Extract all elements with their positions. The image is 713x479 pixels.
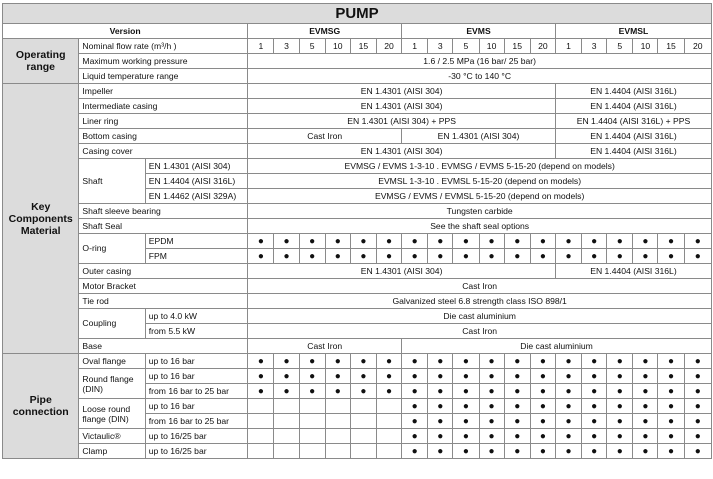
available-dot: ● [555, 249, 581, 264]
o-ring-label: O-ring [79, 234, 145, 264]
available-dot: ● [248, 249, 274, 264]
empty-cell [376, 399, 401, 414]
available-dot: ● [350, 354, 376, 369]
flow-value-cell: 10 [325, 39, 350, 54]
available-dot: ● [633, 444, 658, 459]
flow-value-cell: 3 [582, 39, 607, 54]
available-dot: ● [658, 399, 684, 414]
available-dot: ● [479, 444, 504, 459]
victaulic-label: Victaulic® [79, 429, 145, 444]
liner-material-b: EN 1.4404 (AISI 316L) + PPS [555, 114, 711, 129]
flow-value-cell: 10 [633, 39, 658, 54]
outer-material-b: EN 1.4404 (AISI 316L) [555, 264, 711, 279]
available-dot: ● [530, 369, 555, 384]
available-dot: ● [428, 249, 453, 264]
available-dot: ● [274, 234, 299, 249]
shaft-material-2: EN 1.4404 (AISI 316L) [145, 174, 248, 189]
flow-value-cell: 20 [376, 39, 401, 54]
available-dot: ● [582, 399, 607, 414]
base-material-a: Cast Iron [248, 339, 402, 354]
available-dot: ● [555, 384, 581, 399]
tie-rod-value: Galvanized steel 6.8 strength class ISO 898/1 [248, 294, 712, 309]
shaft-seal-value: See the shaft seal options [248, 219, 712, 234]
available-dot: ● [504, 369, 530, 384]
available-dot: ● [555, 234, 581, 249]
available-dot: ● [684, 444, 711, 459]
available-dot: ● [530, 444, 555, 459]
oval-flange-label: Oval flange [79, 354, 145, 369]
flow-label: Nominal flow rate (m³/h ) [79, 39, 248, 54]
available-dot: ● [582, 354, 607, 369]
available-dot: ● [350, 369, 376, 384]
available-dot: ● [530, 234, 555, 249]
available-dot: ● [658, 444, 684, 459]
available-dot: ● [658, 249, 684, 264]
intermediate-casing-label: Intermediate casing [79, 99, 248, 114]
empty-cell [350, 444, 376, 459]
round-flange-label: Round flange (DIN) [79, 369, 145, 399]
evmsg-header: EVMSG [248, 24, 402, 39]
available-dot: ● [658, 354, 684, 369]
available-dot: ● [504, 234, 530, 249]
empty-cell [248, 429, 274, 444]
available-dot: ● [479, 249, 504, 264]
available-dot: ● [607, 234, 633, 249]
available-dot: ● [453, 444, 479, 459]
empty-cell [376, 429, 401, 444]
available-dot: ● [479, 414, 504, 429]
available-dot: ● [684, 384, 711, 399]
available-dot: ● [555, 369, 581, 384]
available-dot: ● [428, 354, 453, 369]
empty-cell [325, 414, 350, 429]
available-dot: ● [402, 354, 428, 369]
flow-value-cell: 1 [402, 39, 428, 54]
available-dot: ● [299, 369, 325, 384]
available-dot: ● [555, 444, 581, 459]
available-dot: ● [633, 429, 658, 444]
coupling-value-2: Cast Iron [248, 324, 712, 339]
available-dot: ● [274, 354, 299, 369]
available-dot: ● [684, 414, 711, 429]
available-dot: ● [402, 429, 428, 444]
available-dot: ● [428, 429, 453, 444]
available-dot: ● [530, 414, 555, 429]
available-dot: ● [530, 384, 555, 399]
flow-value-cell: 10 [479, 39, 504, 54]
available-dot: ● [530, 249, 555, 264]
shaft-material-1: EN 1.4301 (AISI 304) [145, 159, 248, 174]
coupling-range-1: up to 4.0 kW [145, 309, 248, 324]
shaft-seal-label: Shaft Seal [79, 219, 248, 234]
flow-value-cell: 3 [428, 39, 453, 54]
available-dot: ● [607, 354, 633, 369]
available-dot: ● [350, 234, 376, 249]
motor-bracket-value: Cast Iron [248, 279, 712, 294]
outer-casing-label: Outer casing [79, 264, 248, 279]
empty-cell [325, 399, 350, 414]
evmsl-header: EVMSL [555, 24, 711, 39]
empty-cell [376, 414, 401, 429]
available-dot: ● [582, 384, 607, 399]
available-dot: ● [325, 249, 350, 264]
available-dot: ● [658, 414, 684, 429]
flow-value-cell: 1 [248, 39, 274, 54]
victaulic-range: up to 16/25 bar [145, 429, 248, 444]
available-dot: ● [633, 414, 658, 429]
round-flange-range-2: from 16 bar to 25 bar [145, 384, 248, 399]
available-dot: ● [607, 444, 633, 459]
loose-flange-label: Loose round flange (DIN) [79, 399, 145, 429]
available-dot: ● [325, 354, 350, 369]
available-dot: ● [453, 354, 479, 369]
available-dot: ● [607, 429, 633, 444]
flow-value-cell: 5 [299, 39, 325, 54]
empty-cell [299, 429, 325, 444]
available-dot: ● [582, 369, 607, 384]
available-dot: ● [555, 399, 581, 414]
available-dot: ● [582, 414, 607, 429]
available-dot: ● [299, 354, 325, 369]
coupling-label: Coupling [79, 309, 145, 339]
available-dot: ● [530, 399, 555, 414]
available-dot: ● [376, 369, 401, 384]
outer-material-a: EN 1.4301 (AISI 304) [248, 264, 556, 279]
empty-cell [350, 414, 376, 429]
round-flange-range-1: up to 16 bar [145, 369, 248, 384]
available-dot: ● [633, 369, 658, 384]
available-dot: ● [504, 444, 530, 459]
impeller-material-a: EN 1.4301 (AISI 304) [248, 84, 556, 99]
available-dot: ● [428, 384, 453, 399]
available-dot: ● [633, 249, 658, 264]
empty-cell [350, 399, 376, 414]
available-dot: ● [555, 354, 581, 369]
clamp-label: Clamp [79, 444, 145, 459]
available-dot: ● [555, 414, 581, 429]
available-dot: ● [582, 249, 607, 264]
available-dot: ● [633, 384, 658, 399]
available-dot: ● [684, 429, 711, 444]
evms-header: EVMS [402, 24, 556, 39]
empty-cell [274, 399, 299, 414]
empty-cell [299, 414, 325, 429]
available-dot: ● [633, 354, 658, 369]
available-dot: ● [274, 369, 299, 384]
available-dot: ● [428, 414, 453, 429]
flow-value-cell: 1 [555, 39, 581, 54]
empty-cell [248, 444, 274, 459]
available-dot: ● [453, 384, 479, 399]
available-dot: ● [453, 399, 479, 414]
cover-material-a: EN 1.4301 (AISI 304) [248, 144, 556, 159]
available-dot: ● [274, 249, 299, 264]
group-pipe-connection: Pipe connection [3, 354, 79, 459]
available-dot: ● [248, 354, 274, 369]
available-dot: ● [504, 399, 530, 414]
empty-cell [248, 414, 274, 429]
available-dot: ● [479, 354, 504, 369]
available-dot: ● [684, 249, 711, 264]
available-dot: ● [684, 399, 711, 414]
available-dot: ● [299, 234, 325, 249]
available-dot: ● [325, 369, 350, 384]
available-dot: ● [453, 234, 479, 249]
shaft-value-3: EVMSG / EVMS / EVMSL 5-15-20 (depend on models) [248, 189, 712, 204]
available-dot: ● [504, 384, 530, 399]
liner-ring-label: Liner ring [79, 114, 248, 129]
empty-cell [325, 444, 350, 459]
available-dot: ● [479, 399, 504, 414]
shaft-value-1: EVMSG / EVMS 1-3-10 . EVMSG / EVMS 5-15-20 (depend on models) [248, 159, 712, 174]
available-dot: ● [479, 384, 504, 399]
available-dot: ● [479, 234, 504, 249]
available-dot: ● [658, 384, 684, 399]
available-dot: ● [376, 234, 401, 249]
available-dot: ● [428, 369, 453, 384]
table-title: PUMP [3, 4, 712, 24]
loose-flange-range-1: up to 16 bar [145, 399, 248, 414]
empty-cell [274, 444, 299, 459]
intermediate-material-b: EN 1.4404 (AISI 316L) [555, 99, 711, 114]
loose-flange-range-2: from 16 bar to 25 bar [145, 414, 248, 429]
shaft-material-3: EN 1.4462 (AISI 329A) [145, 189, 248, 204]
empty-cell [350, 429, 376, 444]
available-dot: ● [607, 414, 633, 429]
available-dot: ● [248, 384, 274, 399]
bottom-material-a: Cast Iron [248, 129, 402, 144]
bottom-material-b: EN 1.4301 (AISI 304) [402, 129, 556, 144]
available-dot: ● [453, 369, 479, 384]
cover-material-b: EN 1.4404 (AISI 316L) [555, 144, 711, 159]
flow-value-cell: 20 [530, 39, 555, 54]
available-dot: ● [453, 429, 479, 444]
available-dot: ● [582, 444, 607, 459]
flow-value-cell: 20 [684, 39, 711, 54]
empty-cell [325, 429, 350, 444]
flow-value-cell: 15 [658, 39, 684, 54]
available-dot: ● [325, 234, 350, 249]
group-operating-range: Operating range [3, 39, 79, 84]
temperature-label: Liquid temperature range [79, 69, 248, 84]
available-dot: ● [402, 384, 428, 399]
available-dot: ● [479, 429, 504, 444]
motor-bracket-label: Motor Bracket [79, 279, 248, 294]
available-dot: ● [402, 369, 428, 384]
bottom-material-c: EN 1.4404 (AISI 316L) [555, 129, 711, 144]
clamp-range: up to 16/25 bar [145, 444, 248, 459]
available-dot: ● [350, 384, 376, 399]
available-dot: ● [274, 384, 299, 399]
available-dot: ● [504, 249, 530, 264]
flow-value-cell: 5 [607, 39, 633, 54]
shaft-value-2: EVMSL 1-3-10 . EVMSL 5-15-20 (depend on models) [248, 174, 712, 189]
available-dot: ● [582, 429, 607, 444]
impeller-label: Impeller [79, 84, 248, 99]
group-key-components: Key Components Material [3, 84, 79, 354]
available-dot: ● [402, 414, 428, 429]
flow-value-cell: 3 [274, 39, 299, 54]
pressure-value: 1.6 / 2.5 MPa (16 bar/ 25 bar) [248, 54, 712, 69]
flow-value-cell: 15 [504, 39, 530, 54]
oval-flange-range: up to 16 bar [145, 354, 248, 369]
available-dot: ● [376, 354, 401, 369]
available-dot: ● [248, 234, 274, 249]
empty-cell [274, 429, 299, 444]
coupling-range-2: from 5.5 kW [145, 324, 248, 339]
available-dot: ● [504, 354, 530, 369]
available-dot: ● [299, 249, 325, 264]
temperature-value: -30 °C to 140 °C [248, 69, 712, 84]
available-dot: ● [607, 399, 633, 414]
base-material-b: Die cast aluminium [402, 339, 712, 354]
available-dot: ● [325, 384, 350, 399]
available-dot: ● [633, 234, 658, 249]
version-header: Version [3, 24, 248, 39]
o-ring-fpm-label: FPM [145, 249, 248, 264]
available-dot: ● [555, 429, 581, 444]
shaft-sleeve-label: Shaft sleeve bearing [79, 204, 248, 219]
empty-cell [299, 399, 325, 414]
available-dot: ● [633, 399, 658, 414]
shaft-sleeve-value: Tungsten carbide [248, 204, 712, 219]
available-dot: ● [376, 249, 401, 264]
empty-cell [274, 414, 299, 429]
available-dot: ● [428, 444, 453, 459]
available-dot: ● [479, 369, 504, 384]
available-dot: ● [248, 369, 274, 384]
pump-spec-table [2, 3, 712, 459]
available-dot: ● [684, 369, 711, 384]
bottom-casing-label: Bottom casing [79, 129, 248, 144]
tie-rod-label: Tie rod [79, 294, 248, 309]
available-dot: ● [504, 414, 530, 429]
available-dot: ● [402, 444, 428, 459]
available-dot: ● [658, 234, 684, 249]
available-dot: ● [530, 429, 555, 444]
intermediate-material-a: EN 1.4301 (AISI 304) [248, 99, 556, 114]
available-dot: ● [453, 249, 479, 264]
available-dot: ● [607, 384, 633, 399]
available-dot: ● [658, 429, 684, 444]
available-dot: ● [376, 384, 401, 399]
available-dot: ● [658, 369, 684, 384]
available-dot: ● [402, 234, 428, 249]
available-dot: ● [607, 369, 633, 384]
o-ring-epdm-label: EPDM [145, 234, 248, 249]
liner-material-a: EN 1.4301 (AISI 304) + PPS [248, 114, 556, 129]
available-dot: ● [582, 234, 607, 249]
base-label: Base [79, 339, 248, 354]
flow-value-cell: 15 [350, 39, 376, 54]
empty-cell [376, 444, 401, 459]
available-dot: ● [350, 249, 376, 264]
empty-cell [299, 444, 325, 459]
available-dot: ● [402, 249, 428, 264]
available-dot: ● [428, 234, 453, 249]
casing-cover-label: Casing cover [79, 144, 248, 159]
impeller-material-b: EN 1.4404 (AISI 316L) [555, 84, 711, 99]
available-dot: ● [530, 354, 555, 369]
available-dot: ● [299, 384, 325, 399]
coupling-value-1: Die cast aluminium [248, 309, 712, 324]
available-dot: ● [428, 399, 453, 414]
empty-cell [248, 399, 274, 414]
available-dot: ● [402, 399, 428, 414]
available-dot: ● [607, 249, 633, 264]
available-dot: ● [504, 429, 530, 444]
flow-value-cell: 5 [453, 39, 479, 54]
available-dot: ● [684, 234, 711, 249]
pressure-label: Maximum working pressure [79, 54, 248, 69]
available-dot: ● [453, 414, 479, 429]
available-dot: ● [684, 354, 711, 369]
shaft-label: Shaft [79, 159, 145, 204]
